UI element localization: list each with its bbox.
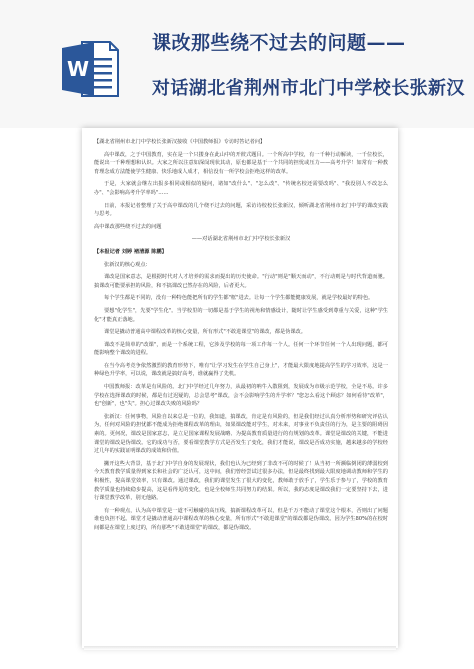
document-paragraph: 张新汉：任何事物，风险自以来总是一位的，我知道，搞课改，肯定是有风险的，但是我们经过认真分析形势和研究评估认为，任何对风险的担忧都不能成为拒绝课程改革的理由，如果课改能对学生，对未来，对事业不负责任的行为，是主要的阻碍因素的。更何况，课改是国家意志，是立足国家课程发展战略、为提高教育质量进行的有规划的改革。课堂是课改的关键，不能进课堂的课改是伪课改。它的成功与否，要看课堂教学方式是否发生了变化，我们才能说，课改是否成功实施，越来越多的学校经过几年的实践证明课改的成效和价值。 xyxy=(94,413,388,455)
document-paragraph: 于是，大家就会继左出报多相同或相似的疑问，诸如"改什么"、"怎么改"、"传统名校还需要改吗"、"我没别人不改怎么办"、"会影响高考升学率吗"…… xyxy=(94,181,388,196)
document-paragraph: 有一种观点，认为高中课堂是一道不可触碰的高压线，搞新课程改革可以，但是千万不能动了课堂这个根本，否则出了问题谁也负担不起。课堂才是撬动普通高中课程改革的核心变量，所有形式"不敢进课堂"的课改都是伪课改。因为学生80%的在校时间都是在课堂上度过的，所有那些"不敢进课堂"的课改，都是伪课改。 xyxy=(94,507,388,531)
document-paragraph: 【本报记者 刘婷 褚清源 陈鹏】 xyxy=(94,248,167,255)
document-paragraph: ——对话湖北省荆州市北门中学校长张新汉 xyxy=(191,236,291,243)
document-title-line2: 对话湖北省荆州市北门中学校长张新汉 xyxy=(152,78,465,99)
document-paragraph: 张新汉的核心观点： xyxy=(104,261,151,268)
document-paragraph: 日前，本报记者整理了关于高中课改的几个绕不过去的问题，采访诗校校长张新汉，倾听湖北省荆州市北门中学的课改实践与思考。 xyxy=(94,202,388,218)
document-paragraph: 高中课改那些绕不过去的问题 xyxy=(94,223,162,230)
document-paragraph: 【湖北省荆州市北门中学校长张新汉接收《中国教师报》专访时答记者问】 xyxy=(94,139,266,145)
document-paragraph: 课改是国家意志，是根据时代对人才培养的需求而提出的历史使命。"行动"则是"顺天而动"，不行动则是与时代背道而驰。搞课改可能要承担的风险，和不搞课改已然存在的风险，后者更大。 xyxy=(94,274,388,289)
document-paragraph: 撇开这些大背景，基于北门中学自身的发展现状，我们也认为已经到了非改不可的时候了！从当初一所濒临倒闭的薄弱校到今天教育教学质量得到家长和社会的广泛认可，这中间，我们曾经尝试过很多办法，但是最终找到最大限度地调动教师和学生的积极性，提高课堂效率，只有课改。通过课改，我们的课堂发生了很大的变化，教师敢于放手了，学生乐于参与了，学校的教育教学质量也持续稳步提高，这是看得见的变化，也是全校师生共同努力的结果。所以，我的态度是课改我们一定要坚持下去，进行课堂教学改革，别无他路。 xyxy=(94,460,388,502)
document-paragraph: 要想"化学生"，先要"学生化"。当学校里的一切都是基于学生的视角和情感设计，随时让学生感受到尊重与关爱，这种"学生化"才能真正落地。 xyxy=(94,307,388,323)
document-page-preview xyxy=(82,128,398,648)
document-body xyxy=(82,128,398,533)
document-paragraph: 高中课改，之于中国教育，实在是一个只搂身在此山中的开彼式题目。一个所高中学校，有一千种行动解读，一千位校长，能说出一千种理想和认识。大家之所以注意如深闵现状其动，原也都是基于一个共同的担忧或压力——高考升学！如常有一种教育理念成方法能使学生健康、快乐地成人成才，相信没有一所学校会拒绝这样的改革。 xyxy=(94,151,388,175)
document-title-line1: 课改那些绕不过去的问题—— xyxy=(152,32,406,54)
word-document-icon xyxy=(60,38,120,100)
logo-letter: W xyxy=(66,57,90,81)
document-paragraph: 在当今高考竞争依然激烈的教育形势下，唯有"让学习发生在学生自己身上"，才能最大限度地提高学生的学习效率，这是一种绿色升学率，可以说，课改就是搞好高考，谁就赢得了先机。 xyxy=(94,362,388,378)
document-paragraph: 课堂是撬动普通高中课程改革的核心变量，所有形式"不敢进课堂"的课改，都是伪课改。 xyxy=(104,329,306,336)
page-shadow xyxy=(84,646,396,650)
document-paragraph: 中国教师报：改革是有风险的。北门中学经过几年努力，从最初的呐牛入散阻到，发展成为市级示范学校，全是不易。许多学校在选择课改的时候，都是有过迟疑的，总会思考"课改，会不会影响学生的升学率？"您怎么看这个顾虑？如何看待"改革"，也"创新"，也"失"。担心过课改失败的风险吗？ xyxy=(94,384,388,408)
document-paragraph: 每个学生都是不同的，没有一种特色能把所有的学生都"框"进去。让每一个学生都能健康发展，就是学校最好的特色。 xyxy=(104,295,374,302)
document-paragraph: 课改不是简单的"改课"，而是一个系统工程，它涉及学校的每一项工作每一个人。任何一个环节任何一个人出现问题，都可能影响整个课改的进程。 xyxy=(94,341,388,357)
document-banner xyxy=(0,0,474,128)
